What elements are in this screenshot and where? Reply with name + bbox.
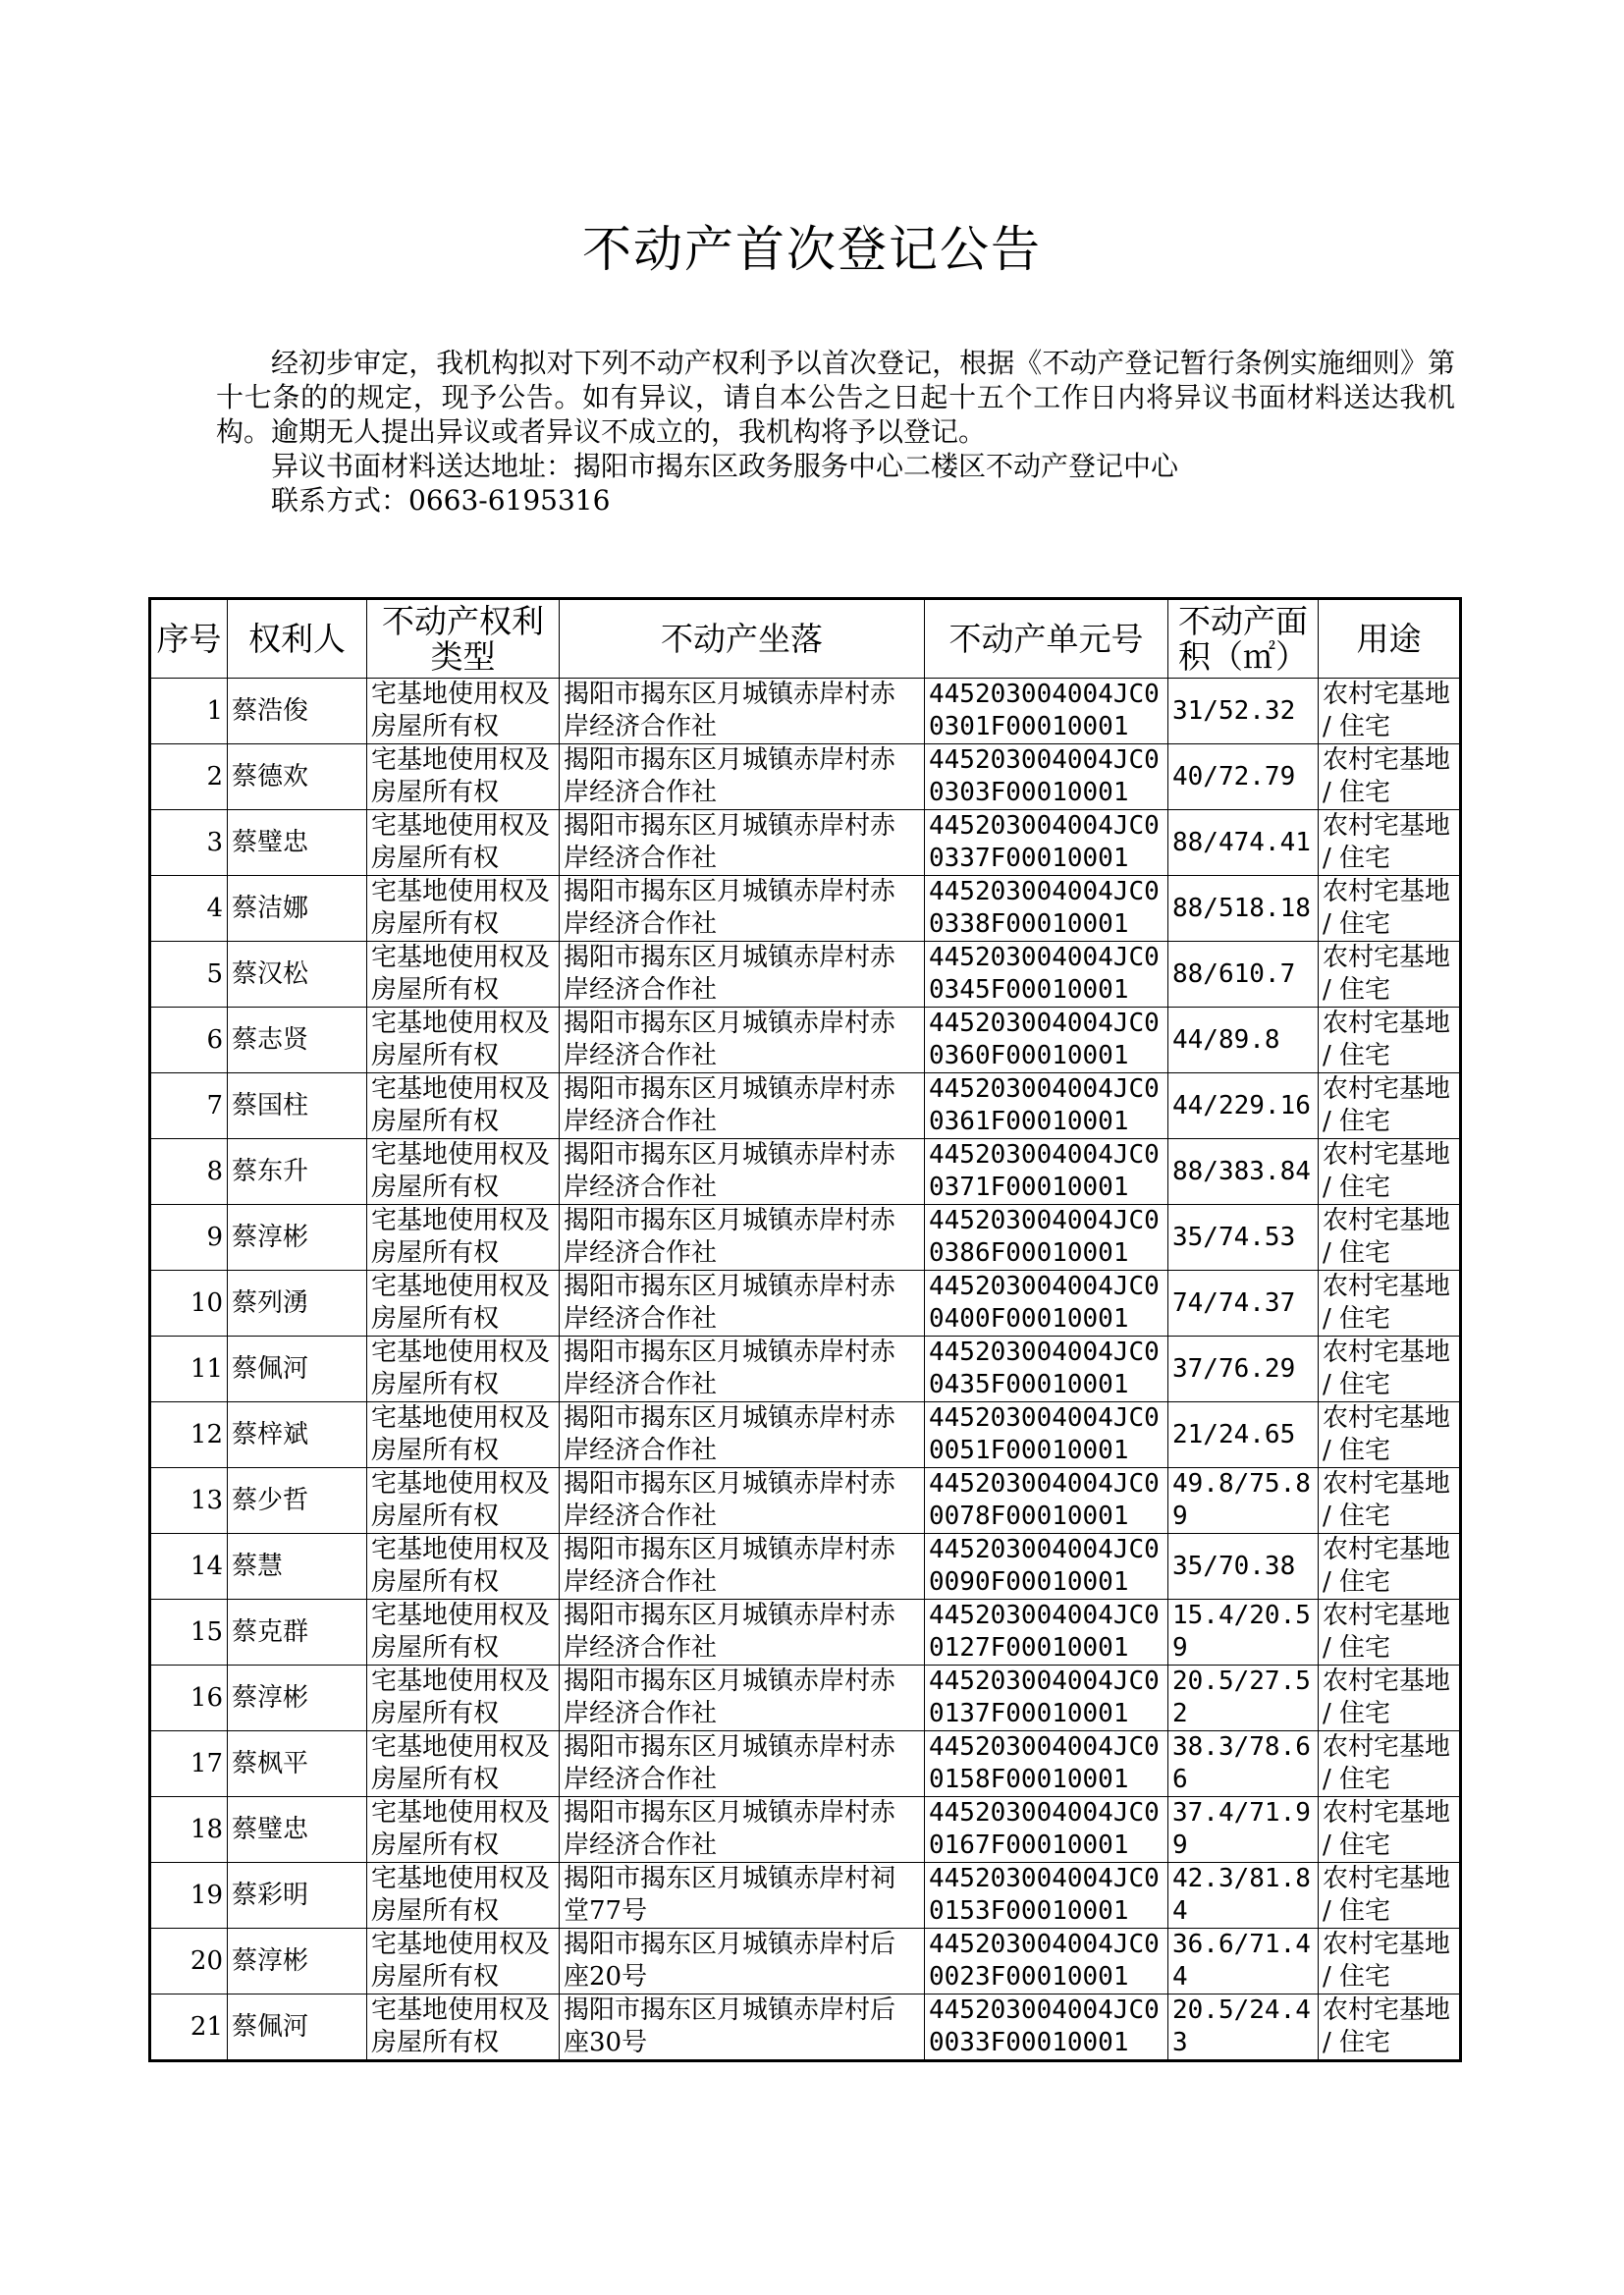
table-row (150, 1929, 1461, 1994)
cell-use: 农村宅基地 / 住宅 (1319, 1271, 1461, 1337)
contact-info: 联系方式：0663-6195316 (271, 484, 611, 517)
cell-use: 农村宅基地 / 住宅 (1319, 1139, 1461, 1205)
table-row (150, 1271, 1461, 1337)
cell-use: 农村宅基地 / 住宅 (1319, 942, 1461, 1008)
cell-use: 农村宅基地 / 住宅 (1319, 1337, 1461, 1402)
cell-use: 农村宅基地 / 住宅 (1319, 1666, 1461, 1731)
table-row (150, 1534, 1461, 1600)
cell-holder: 蔡淳彬 (228, 1666, 367, 1731)
cell-location: 揭阳市揭东区月城镇赤岸村后座20号 (560, 1929, 925, 1994)
header-right-type: 不动产权利类型 (367, 599, 560, 679)
header-use: 用途 (1319, 599, 1461, 679)
cell-location: 揭阳市揭东区月城镇赤岸村赤岸经济合作社 (560, 1731, 925, 1797)
cell-right-type: 宅基地使用权及房屋所有权 (367, 1468, 560, 1534)
cell-right-type: 宅基地使用权及房屋所有权 (367, 679, 560, 744)
cell-unit-no: 445203004004JC00360F00010001 (925, 1008, 1168, 1073)
cell-unit-no: 445203004004JC00090F00010001 (925, 1534, 1168, 1600)
table-row (150, 1337, 1461, 1402)
cell-seq: 15 (150, 1600, 228, 1666)
table-row (150, 744, 1461, 810)
cell-use: 农村宅基地 / 住宅 (1319, 1205, 1461, 1271)
cell-holder: 蔡佩河 (228, 1337, 367, 1402)
cell-right-type: 宅基地使用权及房屋所有权 (367, 1402, 560, 1468)
table-body (150, 679, 1461, 2061)
table-row (150, 1139, 1461, 1205)
cell-seq: 17 (150, 1731, 228, 1797)
cell-area: 20.5/27.52 (1168, 1666, 1319, 1731)
cell-right-type: 宅基地使用权及房屋所有权 (367, 810, 560, 876)
table-row (150, 876, 1461, 942)
table-row (150, 1797, 1461, 1863)
cell-use: 农村宅基地 / 住宅 (1319, 1994, 1461, 2061)
cell-area: 88/474.41 (1168, 810, 1319, 876)
table-row (150, 1863, 1461, 1929)
cell-unit-no: 445203004004JC00078F00010001 (925, 1468, 1168, 1534)
cell-location: 揭阳市揭东区月城镇赤岸村赤岸经济合作社 (560, 1008, 925, 1073)
cell-unit-no: 445203004004JC00386F00010001 (925, 1205, 1168, 1271)
cell-right-type: 宅基地使用权及房屋所有权 (367, 1337, 560, 1402)
cell-area: 44/89.8 (1168, 1008, 1319, 1073)
cell-location: 揭阳市揭东区月城镇赤岸村赤岸经济合作社 (560, 744, 925, 810)
cell-holder: 蔡洁娜 (228, 876, 367, 942)
cell-location: 揭阳市揭东区月城镇赤岸村赤岸经济合作社 (560, 942, 925, 1008)
cell-area: 20.5/24.43 (1168, 1994, 1319, 2061)
cell-holder: 蔡志贤 (228, 1008, 367, 1073)
cell-right-type: 宅基地使用权及房屋所有权 (367, 1534, 560, 1600)
cell-use: 农村宅基地 / 住宅 (1319, 810, 1461, 876)
cell-unit-no: 445203004004JC00400F00010001 (925, 1271, 1168, 1337)
cell-right-type: 宅基地使用权及房屋所有权 (367, 876, 560, 942)
cell-unit-no: 445203004004JC00023F00010001 (925, 1929, 1168, 1994)
cell-seq: 12 (150, 1402, 228, 1468)
cell-use: 农村宅基地 / 住宅 (1319, 1402, 1461, 1468)
cell-area: 37/76.29 (1168, 1337, 1319, 1402)
cell-right-type: 宅基地使用权及房屋所有权 (367, 744, 560, 810)
cell-location: 揭阳市揭东区月城镇赤岸村赤岸经济合作社 (560, 810, 925, 876)
cell-unit-no: 445203004004JC00167F00010001 (925, 1797, 1168, 1863)
cell-area: 36.6/71.44 (1168, 1929, 1319, 1994)
cell-use: 农村宅基地 / 住宅 (1319, 1008, 1461, 1073)
cell-unit-no: 445203004004JC00338F00010001 (925, 876, 1168, 942)
cell-holder: 蔡璧忠 (228, 1797, 367, 1863)
cell-location: 揭阳市揭东区月城镇赤岸村赤岸经济合作社 (560, 1468, 925, 1534)
cell-holder: 蔡东升 (228, 1139, 367, 1205)
cell-seq: 2 (150, 744, 228, 810)
cell-seq: 16 (150, 1666, 228, 1731)
cell-holder: 蔡璧忠 (228, 810, 367, 876)
cell-holder: 蔡少哲 (228, 1468, 367, 1534)
cell-unit-no: 445203004004JC00435F00010001 (925, 1337, 1168, 1402)
cell-seq: 21 (150, 1994, 228, 2061)
cell-area: 88/610.7 (1168, 942, 1319, 1008)
cell-area: 74/74.37 (1168, 1271, 1319, 1337)
cell-right-type: 宅基地使用权及房屋所有权 (367, 1929, 560, 1994)
table-row (150, 679, 1461, 744)
registration-table (148, 597, 1462, 2062)
cell-holder: 蔡列湧 (228, 1271, 367, 1337)
cell-seq: 19 (150, 1863, 228, 1929)
cell-holder: 蔡克群 (228, 1600, 367, 1666)
cell-location: 揭阳市揭东区月城镇赤岸村赤岸经济合作社 (560, 1797, 925, 1863)
cell-unit-no: 445203004004JC00137F00010001 (925, 1666, 1168, 1731)
cell-area: 15.4/20.59 (1168, 1600, 1319, 1666)
cell-use: 农村宅基地 / 住宅 (1319, 1468, 1461, 1534)
cell-seq: 18 (150, 1797, 228, 1863)
table-row (150, 1402, 1461, 1468)
cell-seq: 6 (150, 1008, 228, 1073)
cell-holder: 蔡汉松 (228, 942, 367, 1008)
cell-right-type: 宅基地使用权及房屋所有权 (367, 1600, 560, 1666)
cell-location: 揭阳市揭东区月城镇赤岸村赤岸经济合作社 (560, 1534, 925, 1600)
table-row (150, 1008, 1461, 1073)
cell-location: 揭阳市揭东区月城镇赤岸村赤岸经济合作社 (560, 876, 925, 942)
cell-holder: 蔡淳彬 (228, 1205, 367, 1271)
cell-holder: 蔡枫平 (228, 1731, 367, 1797)
intro-paragraph: 经初步审定，我机构拟对下列不动产权利予以首次登记，根据《不动产登记暂行条例实施细则》第十七条的的规定，现予公告。如有异议，请自本公告之日起十五个工作日内将异议书面材料送达我机构。逾期无人提出异议或者异议不成立的，我机构将予以登记。 (216, 347, 1455, 448)
cell-use: 农村宅基地 / 住宅 (1319, 744, 1461, 810)
cell-right-type: 宅基地使用权及房屋所有权 (367, 1666, 560, 1731)
cell-seq: 1 (150, 679, 228, 744)
cell-location: 揭阳市揭东区月城镇赤岸村赤岸经济合作社 (560, 1666, 925, 1731)
cell-unit-no: 445203004004JC00303F00010001 (925, 744, 1168, 810)
cell-area: 37.4/71.99 (1168, 1797, 1319, 1863)
cell-holder: 蔡佩河 (228, 1994, 367, 2061)
cell-holder: 蔡慧 (228, 1534, 367, 1600)
cell-right-type: 宅基地使用权及房屋所有权 (367, 1994, 560, 2061)
cell-right-type: 宅基地使用权及房屋所有权 (367, 1008, 560, 1073)
cell-area: 40/72.79 (1168, 744, 1319, 810)
cell-right-type: 宅基地使用权及房屋所有权 (367, 1731, 560, 1797)
cell-unit-no: 445203004004JC00033F00010001 (925, 1994, 1168, 2061)
cell-holder: 蔡淳彬 (228, 1929, 367, 1994)
cell-holder: 蔡浩俊 (228, 679, 367, 744)
cell-holder: 蔡德欢 (228, 744, 367, 810)
cell-location: 揭阳市揭东区月城镇赤岸村赤岸经济合作社 (560, 1205, 925, 1271)
header-holder: 权利人 (228, 599, 367, 679)
cell-holder: 蔡国柱 (228, 1073, 367, 1139)
cell-right-type: 宅基地使用权及房屋所有权 (367, 1139, 560, 1205)
cell-use: 农村宅基地 / 住宅 (1319, 1731, 1461, 1797)
header-unit-no: 不动产单元号 (925, 599, 1168, 679)
cell-area: 21/24.65 (1168, 1402, 1319, 1468)
table-header-row (150, 599, 1461, 679)
header-location: 不动产坐落 (560, 599, 925, 679)
cell-use: 农村宅基地 / 住宅 (1319, 1929, 1461, 1994)
table-row (150, 1600, 1461, 1666)
cell-location: 揭阳市揭东区月城镇赤岸村赤岸经济合作社 (560, 1600, 925, 1666)
cell-location: 揭阳市揭东区月城镇赤岸村赤岸经济合作社 (560, 1271, 925, 1337)
cell-use: 农村宅基地 / 住宅 (1319, 679, 1461, 744)
cell-right-type: 宅基地使用权及房屋所有权 (367, 1271, 560, 1337)
cell-unit-no: 445203004004JC00051F00010001 (925, 1402, 1168, 1468)
cell-seq: 8 (150, 1139, 228, 1205)
cell-unit-no: 445203004004JC00301F00010001 (925, 679, 1168, 744)
cell-use: 农村宅基地 / 住宅 (1319, 1863, 1461, 1929)
cell-use: 农村宅基地 / 住宅 (1319, 876, 1461, 942)
cell-area: 35/70.38 (1168, 1534, 1319, 1600)
cell-right-type: 宅基地使用权及房屋所有权 (367, 1863, 560, 1929)
cell-location: 揭阳市揭东区月城镇赤岸村赤岸经济合作社 (560, 1402, 925, 1468)
table-row (150, 1205, 1461, 1271)
cell-seq: 13 (150, 1468, 228, 1534)
table-row (150, 1994, 1461, 2061)
table-row (150, 942, 1461, 1008)
cell-area: 38.3/78.66 (1168, 1731, 1319, 1797)
cell-seq: 9 (150, 1205, 228, 1271)
cell-use: 农村宅基地 / 住宅 (1319, 1534, 1461, 1600)
cell-location: 揭阳市揭东区月城镇赤岸村赤岸经济合作社 (560, 1139, 925, 1205)
notice-title: 不动产首次登记公告 (582, 221, 1042, 278)
notice-intro (216, 346, 1455, 518)
cell-right-type: 宅基地使用权及房屋所有权 (367, 942, 560, 1008)
cell-seq: 5 (150, 942, 228, 1008)
cell-location: 揭阳市揭东区月城镇赤岸村赤岸经济合作社 (560, 1073, 925, 1139)
cell-seq: 3 (150, 810, 228, 876)
cell-seq: 20 (150, 1929, 228, 1994)
table-row (150, 1468, 1461, 1534)
cell-location: 揭阳市揭东区月城镇赤岸村赤岸经济合作社 (560, 1337, 925, 1402)
cell-use: 农村宅基地 / 住宅 (1319, 1073, 1461, 1139)
cell-area: 49.8/75.89 (1168, 1468, 1319, 1534)
table-row (150, 1666, 1461, 1731)
header-area: 不动产面积（㎡） (1168, 599, 1319, 679)
cell-right-type: 宅基地使用权及房屋所有权 (367, 1073, 560, 1139)
cell-seq: 7 (150, 1073, 228, 1139)
header-seq: 序号 (150, 599, 228, 679)
cell-right-type: 宅基地使用权及房屋所有权 (367, 1205, 560, 1271)
cell-seq: 11 (150, 1337, 228, 1402)
table-row (150, 1073, 1461, 1139)
table-row (150, 1731, 1461, 1797)
cell-holder: 蔡彩明 (228, 1863, 367, 1929)
cell-unit-no: 445203004004JC00127F00010001 (925, 1600, 1168, 1666)
cell-holder: 蔡梓斌 (228, 1402, 367, 1468)
cell-seq: 4 (150, 876, 228, 942)
cell-seq: 14 (150, 1534, 228, 1600)
objection-address: 异议书面材料送达地址：揭阳市揭东区政务服务中心二楼区不动产登记中心 (271, 450, 1179, 482)
cell-location: 揭阳市揭东区月城镇赤岸村赤岸经济合作社 (560, 679, 925, 744)
cell-area: 88/518.18 (1168, 876, 1319, 942)
cell-unit-no: 445203004004JC00345F00010001 (925, 942, 1168, 1008)
cell-area: 42.3/81.84 (1168, 1863, 1319, 1929)
cell-unit-no: 445203004004JC00153F00010001 (925, 1863, 1168, 1929)
cell-location: 揭阳市揭东区月城镇赤岸村后座30号 (560, 1994, 925, 2061)
cell-unit-no: 445203004004JC00158F00010001 (925, 1731, 1168, 1797)
cell-area: 31/52.32 (1168, 679, 1319, 744)
cell-area: 35/74.53 (1168, 1205, 1319, 1271)
cell-area: 44/229.16 (1168, 1073, 1319, 1139)
cell-unit-no: 445203004004JC00371F00010001 (925, 1139, 1168, 1205)
cell-location: 揭阳市揭东区月城镇赤岸村祠堂77号 (560, 1863, 925, 1929)
cell-right-type: 宅基地使用权及房屋所有权 (367, 1797, 560, 1863)
cell-unit-no: 445203004004JC00361F00010001 (925, 1073, 1168, 1139)
table-row (150, 810, 1461, 876)
cell-unit-no: 445203004004JC00337F00010001 (925, 810, 1168, 876)
cell-use: 农村宅基地 / 住宅 (1319, 1797, 1461, 1863)
cell-use: 农村宅基地 / 住宅 (1319, 1600, 1461, 1666)
cell-area: 88/383.84 (1168, 1139, 1319, 1205)
cell-seq: 10 (150, 1271, 228, 1337)
